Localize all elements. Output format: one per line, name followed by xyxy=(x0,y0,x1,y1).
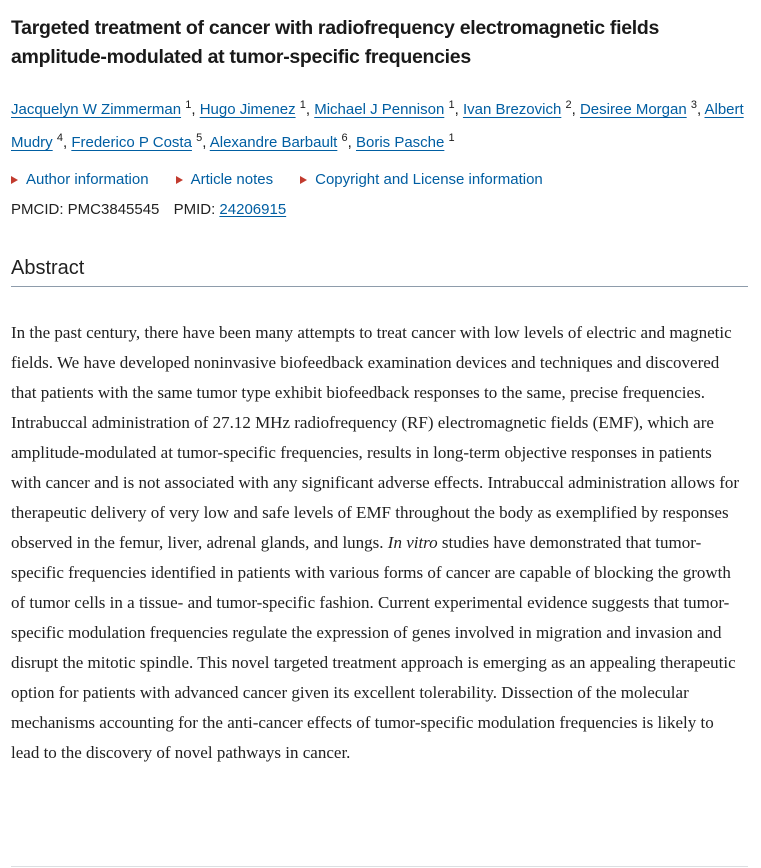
author-affiliation-sup: 1 xyxy=(185,99,192,111)
author-list: Jacquelyn W Zimmerman $^1$, Hugo Jimenez $^1$, Michael J Pennison $^1$, Ivan Brezovich $^2$, Desiree Morgan $^3$, Albert Mudry $^4$, Frederico P Costa $^5$, Alexandre Barbault $^6$, Boris Pasche $^1$ xyxy=(11,99,744,151)
expander-triangle-icon xyxy=(176,176,183,184)
article-title: Targeted treatment of cancer with radiofrequency electromagnetic fields amplitude-modulated at tumor-specific frequencies xyxy=(11,17,660,68)
expander-triangle-icon xyxy=(300,176,307,184)
author-affiliation-sup: 3 xyxy=(690,99,697,111)
author-link[interactable]: Desiree Morgan xyxy=(579,101,687,118)
abstract-heading: Abstract xyxy=(11,257,748,287)
article-notes-toggle[interactable] xyxy=(176,171,274,188)
pmid-link[interactable]: 24206915 xyxy=(219,201,287,218)
author-link[interactable]: Michael J Pennison xyxy=(314,101,445,118)
author-affiliation-sup: 4 xyxy=(56,132,63,144)
abstract-text-segment: studies have demonstrated that tumor-specific frequencies identified in patients with various forms of cancer are capable of blocking the growth of tumor cells in a tissue- and tumor-specific fashion. Current experimental evidence suggests that tumor-specific modulation frequencies regulate the expression of genes involved in migration and invasion and disrupt the mitotic spindle. This novel targeted treatment approach is emerging as an appealing therapeutic option for patients with advanced cancer given its excellent tolerability. Dissection of the molecular mechanisms accounting for the anti-cancer effects of tumor-specific modulation frequencies is likely to lead to the discovery of novel pathways in cancer. xyxy=(11,533,736,762)
author-link[interactable]: Frederico P Costa xyxy=(71,134,192,151)
section-divider xyxy=(11,866,748,867)
author-link[interactable]: Boris Pasche xyxy=(355,134,445,151)
author-information-label: Author information xyxy=(26,171,149,188)
author-affiliation-sup: 1 xyxy=(448,132,455,144)
author-link[interactable]: Jacquelyn W Zimmerman xyxy=(11,101,182,118)
author-affiliation-sup: 5 xyxy=(196,132,203,144)
pmid-label: PMID: xyxy=(173,201,216,218)
author-link[interactable]: Alexandre Barbault xyxy=(209,134,338,151)
pmcid-value: PMC3845545 xyxy=(67,201,160,218)
author-affiliation-sup: 6 xyxy=(341,132,348,144)
author-affiliation-sup: 2 xyxy=(565,99,572,111)
pmcid-label: PMCID: xyxy=(11,201,64,218)
author-link[interactable]: Hugo Jimenez xyxy=(199,101,296,118)
author-affiliation-sup: 1 xyxy=(299,99,306,111)
author-information-toggle[interactable] xyxy=(11,171,149,188)
author-link[interactable]: Ivan Brezovich xyxy=(462,101,562,118)
article-notes-label: Article notes xyxy=(190,171,274,188)
article-ids xyxy=(11,201,748,218)
article-page xyxy=(0,14,761,768)
abstract-italic-phrase: In vitro xyxy=(387,533,438,552)
author-affiliation-sup: 1 xyxy=(448,99,455,111)
abstract-text-segment: In the past century, there have been many attempts to treat cancer with low levels of electric and magnetic fields. We have developed noninvasive biofeedback examination devices and techniques and discovered that patients with the same tumor type exhibit biofeedback responses to the same, precise frequencies. Intrabuccal administration of 27.12 MHz radiofrequency (RF) electromagnetic fields (EMF), which are amplitude-modulated at tumor-specific frequencies, results in long-term objective responses in patients with cancer and is not associated with any significant adverse effects. Intrabuccal administration allows for therapeutic delivery of very low and safe levels of EMF throughout the body as exemplified by responses observed in the femur, liver, adrenal glands, and lungs. xyxy=(11,323,740,552)
author-link[interactable]: Albert Mudry xyxy=(11,101,744,151)
abstract-text xyxy=(11,318,745,768)
article-meta-links xyxy=(11,171,748,188)
expander-triangle-icon xyxy=(11,176,18,184)
copyright-license-label: Copyright and License information xyxy=(315,171,543,188)
copyright-license-toggle[interactable] xyxy=(300,171,543,188)
